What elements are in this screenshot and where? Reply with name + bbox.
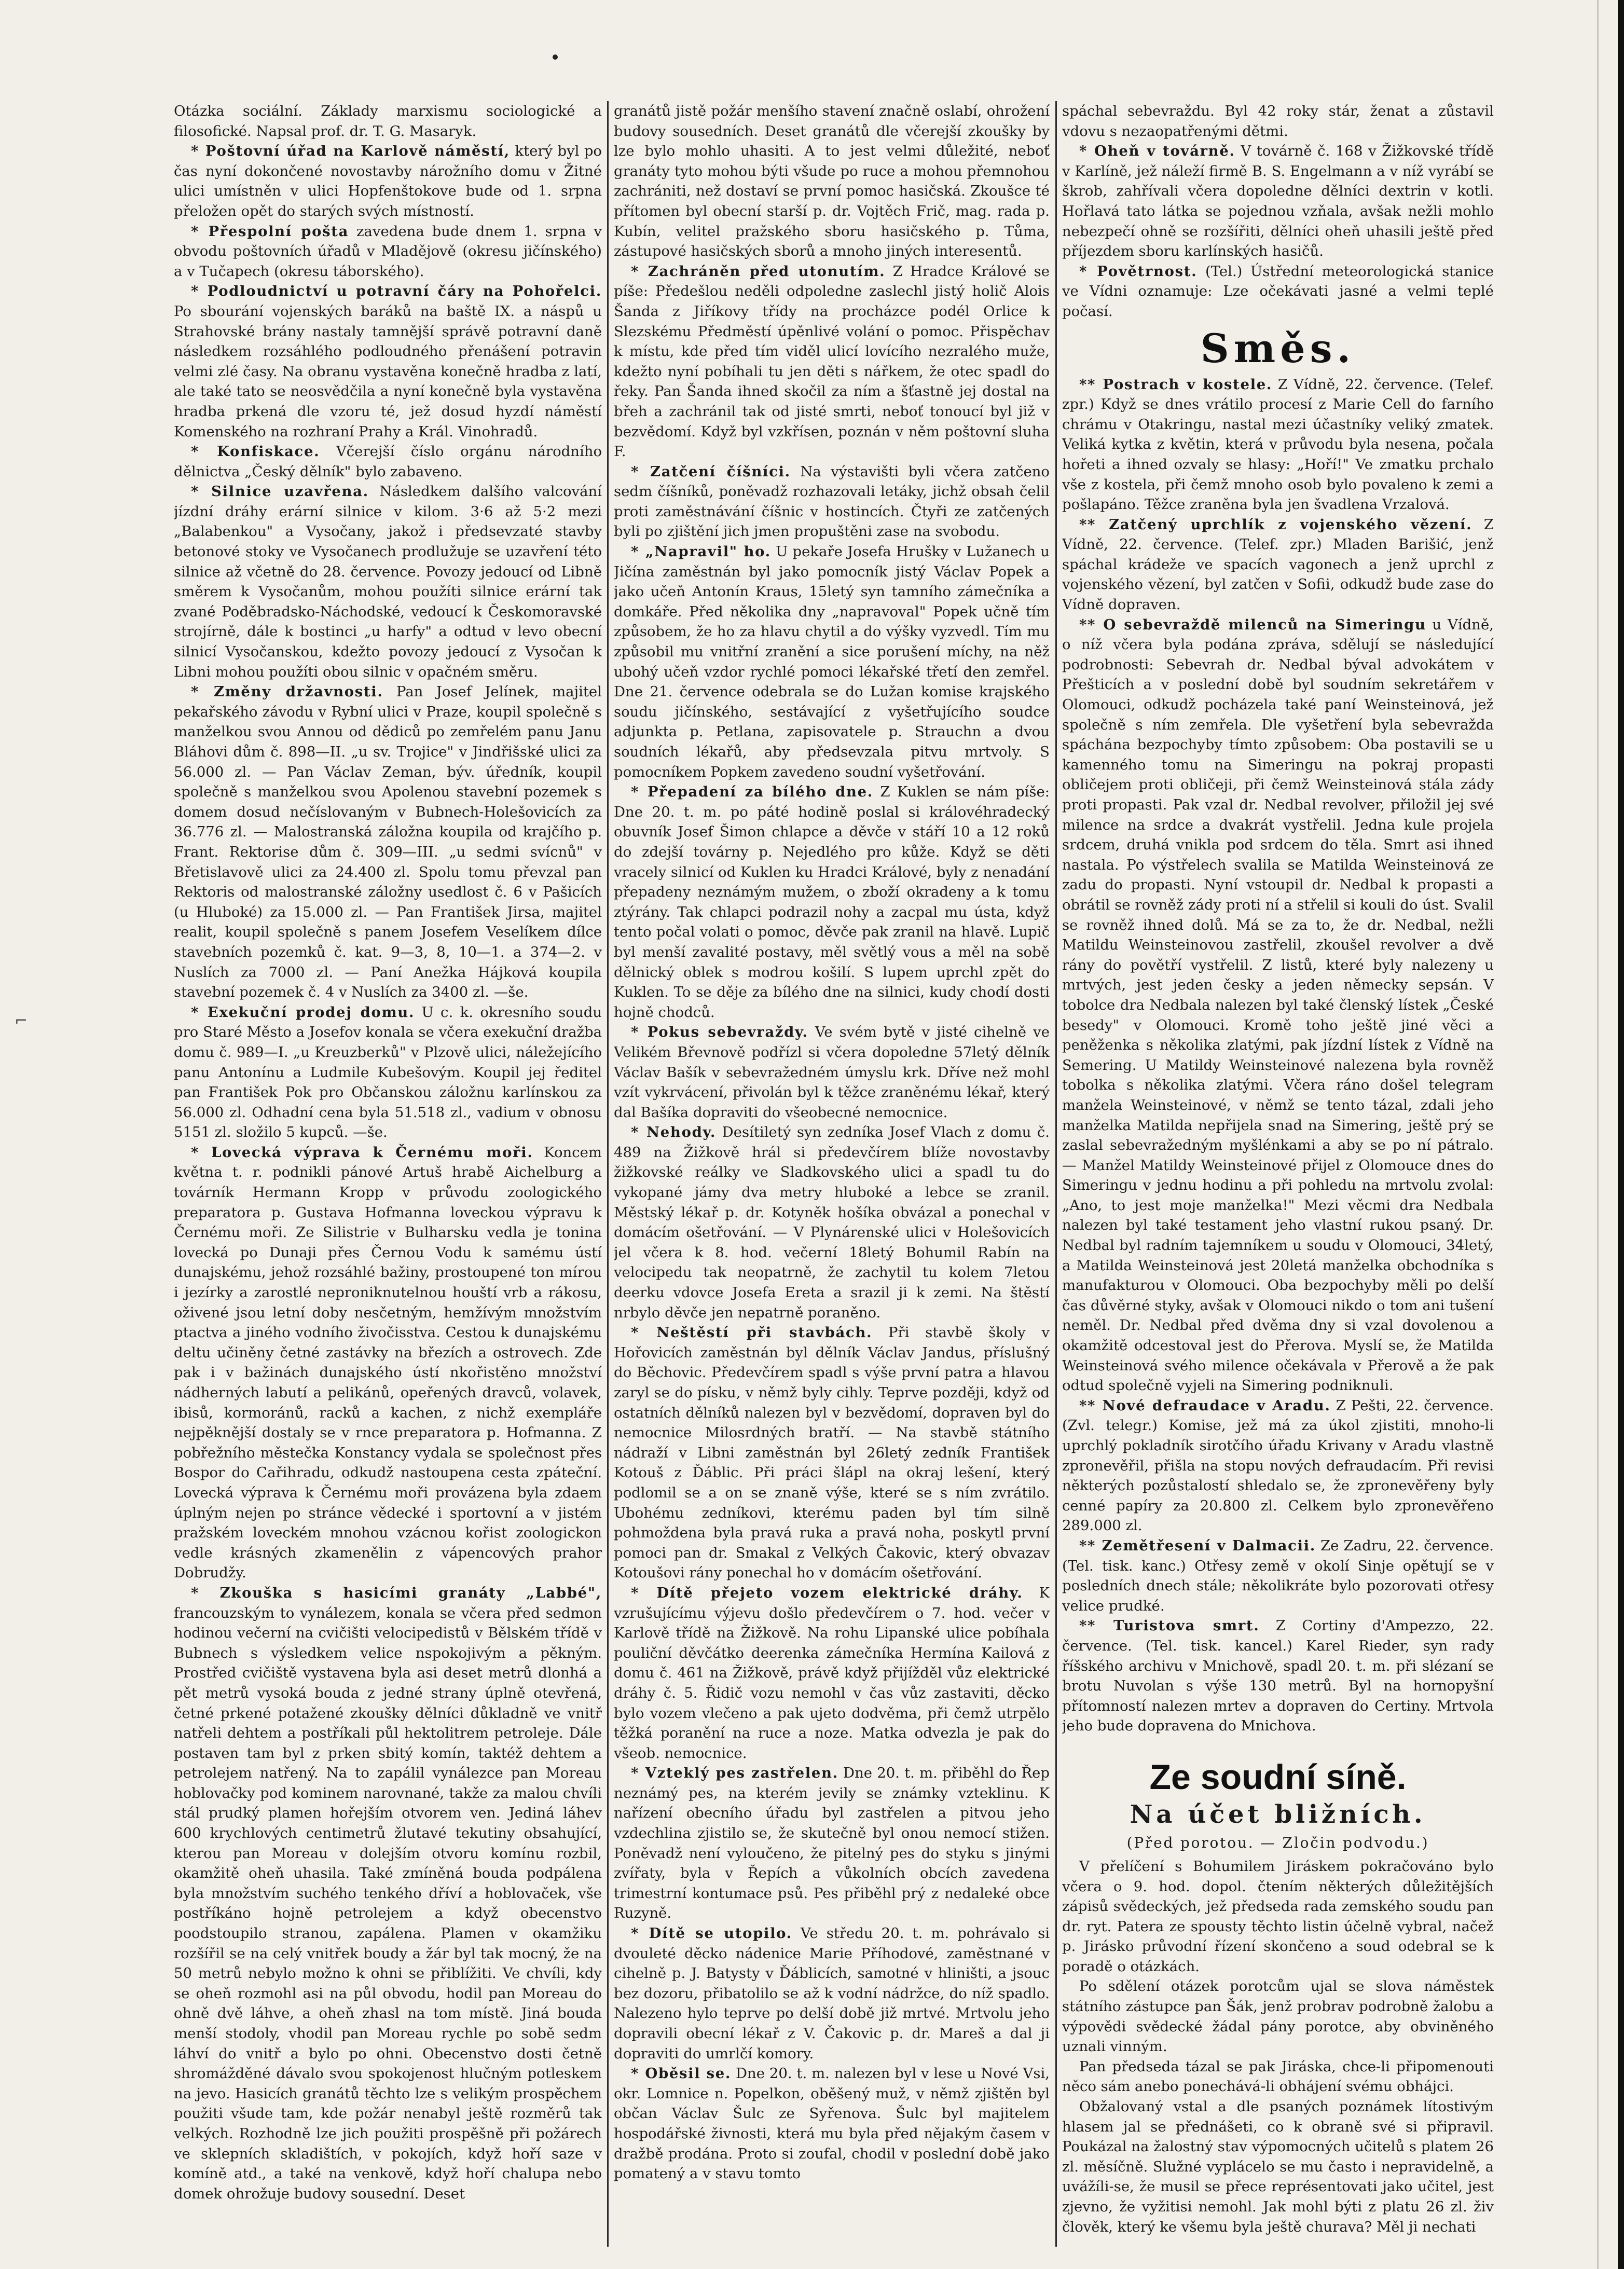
article-paragraph	[614, 1022, 1050, 1122]
article-paragraph	[614, 1122, 1050, 1323]
page-edge-line	[1597, 0, 1599, 2269]
margin-mark: ⌐	[15, 1012, 28, 1030]
article-text: Včerejší číslo orgánu národního dělnictva „Český dělník" bylo zabaveno.	[174, 443, 602, 480]
article-text: U c. k. okresního soudu pro Staré Město a Josefov konala se včera exekuční dražba domu č. 989—I. „u Kreuzberků" v Plzově ulici, náležejícího panu Antonínu a Ludmile Kubešovým. Koupil jej ředitel pan František Pok pro Občanskou záložnu karlínskou za 56.000 zl. Odhadní cena byla 51.518 zl., vadium v obnosu 5151 zl. složilo 5 kupců. —še.	[174, 1003, 602, 1141]
article-text: U pekaře Josefa Hrušky v Lužanech u Jičína zaměstnán byl jako pomocník jistý Václav Popek a jako učeň Antonín Kraus, 15letý syn tamního zámečníka a domkáře. Před několika dny „napravoval" Popek učně tím způsobem, že ho za hlavu chytil a do výšky vyzvedl. Tím mu způsobil mu vnitřní zranění a sice porušení míchy, na něž ubohý učeň vzdor rychlé pomoci lékařské třetí den zemřel. Dne 21. července odebrala se do Lužan komise krajského soudu jičínského, sestávající z vyšetřujícího soudce adjunkta p. Petlana, zapisovatele p. Strauchn a dvou soudních lékařů, aby předsevzala pitvu mrtvoly. S pomocníkem Popkem zavedeno soudní vyšetřování.	[614, 543, 1050, 780]
court-subtitle: Na účet bližních.	[1130, 1799, 1426, 1829]
article-text: Po sbourání vojenských baráků na baště IX. a náspů u Strahovské brány nastaly tamnější správě potravní daně následkem rozsáhlého podloudného přenášení potravin velmi zlé časy. Na obranu vystavěna konečně hradba z latí, ale také tato se neosvědčila a nyní konečně byla vystavěna hradba prkená dle vzoru té, jež dosud hyzdí náměstí Komenského na rozhraní Prahy a Král. Vinohradů.	[174, 302, 602, 440]
article-paragraph	[174, 682, 602, 1002]
article-headline: * Oběsil se.	[631, 2065, 732, 2082]
article-paragraph	[174, 482, 602, 682]
article-headline: * Exekuční prodej domu.	[191, 1003, 415, 1021]
article-headline: ** O sebevraždě milenců na Simeringu	[1079, 616, 1426, 633]
article-paragraph	[1062, 262, 1494, 322]
article-text: Dne 20. t. m. přiběhl do Řep neznámý pes, na kterém jevily se známky vzteklinu. K nařízení obecního úřadu byl zastřelen a pitvou jeho vzdechlina zjistilo se, že skutečně byl onou nemocí stižen. Poněvadž není vyloučeno, že pitelný pes do styku s jinými zvířaty, byla v Řepích a vůkolních obcích zavedena trimestrní kontumace psů. Pes přiběhl prý z nedaleké obce Ruzyně.	[614, 1765, 1050, 1922]
article-paragraph	[614, 1583, 1050, 1763]
article-headline: * Konfiskace.	[191, 443, 320, 460]
article-text: granátů jistě požár menšího stavení značně oslabí, ohrožení budovy sousedních. Deset granátů dle včerejší zkoušky by lze bylo mohlo uhasiti. A to jest velmi důležité, neboť granáty tyto mohou býti všude po ruce a mohou přemnohou zachrániti, než dostaví se první pomoc hasičská. Zkoušce té přítomen byl obecní starší p. dr. Vojtěch Frič, mag. rada p. Kubín, velitel pražského sboru hasičského p. Tůma, zástupové hasičských sborů a mnoho jiných interesentů.	[614, 103, 1050, 260]
printer-dot	[553, 54, 558, 60]
article-headline: * Pokus sebevraždy.	[631, 1024, 808, 1041]
column-rule-2	[1055, 101, 1057, 2247]
court-subtitle-2: (Před porotou. — Zločin podvodu.)	[1126, 1834, 1429, 1851]
article-headline: * Silnice uzavřena.	[191, 483, 369, 500]
article-headline: * Oheň v továrně.	[1079, 143, 1235, 160]
article-paragraph	[614, 2064, 1050, 2184]
article-text: Obžalovaný vstal a dle psaných poznámek lítostivým hlasem jal se přednášeti, co k obraně své si připravil. Poukázal na žalostný stav výpomocných učitelů s platem 26 zl. měsíčně. Služné vyplácelo se mu často i nepravidelně, a uvážíli-se, že musil se přece représentovati jako učitel, jest zjevno, že vyžitisi nemohl. Jak mohl býti z platu 26 zl. živ člověk, který ke všemu byla ještě churava? Měl ji nechati	[1062, 2098, 1494, 2235]
article-headline: ** Postrach v kostele.	[1079, 376, 1273, 393]
article-headline: * Přespolní pošta	[191, 223, 349, 240]
column-2	[614, 101, 1050, 2247]
article-text: Ve svém bytě v jisté cihelně ve Velikém Břevnově podřízl si včera dopoledne 57letý dělník Václav Bašík v sebevražedném úmyslu krk. Dříve než mohl vzít vykrvácení, přivolán byl k těžce zraněnému lékař, který dal Bašíka dopraviti do všeobecné nemocnice.	[614, 1024, 1050, 1121]
article-paragraph	[1062, 1976, 1494, 2056]
article-text: K vzrušujícímu výjevu došlo předevčírem o 7. hod. večer v Karlově třídě na Žižkově. Na rohu Lipanské ulice pobíhala pouliční děvčátko deerenka zámečníka Hermína Kailová z domu č. 461 na Žižkově, právě když přijížděl vůz elektrické dráhy č. 5. Řidič vozu nemohl v čas vůz zastaviti, děcko bylo vozem vlečeno a pak ujeto dodvěma, při čemž utrpělo těžká poranění na ruce a noze. Matka odvezla je pak do všeob. nemocnice.	[614, 1584, 1050, 1762]
article-headline: * Lovecká výprava k Černému moři.	[191, 1144, 533, 1161]
article-headline: * Dítě přejeto vozem elektrické dráhy.	[631, 1584, 1023, 1601]
article-text: Při stavbě školy v Hořovicích zaměstnán byl dělník Václav Jandus, příslušný do Běchovic. Předevčírem spadl s výše první patra a hlavou zaryl se do písku, v němž byly cihly. Teprve později, když od ostatních dělníků nalezen byl v bezvědomí, dopraven byl do nemocnice Milosrdných bratří. — Na stavbě státního nádraží v Libni zaměstnán byl 26letý zedník František Kotouš z Ďáblic. Při práci šlápl na okraj lešení, který podlomil se a on se znaně výše, které se s ním zvrátilo. Ubohému zedníkovi, kterému paden byl tím silně pohmoždena byla pravá ruka a pravá noha, poskytl první pomoci pan dr. Smakal z Velkých Čakovic, který obvazav Kotoušovi rány ponechal ho v domácím ošetřování.	[614, 1324, 1050, 1582]
article-headline: * Povětrnost.	[1079, 263, 1198, 280]
article-text: Z Pešti, 22. července. (Zvl. telegr.) Komise, jež má za úkol zjistiti, mnoho-li uprchlý pokladník sirotčího úřadu Krivany v Aradu vlastně zpronevěřil, přišla na stopu nových defraudacím. Při revisi některých pozůstalostí shledalo se, že zpronevěřeny byly cenné papíry za 20.800 zl. Celkem bylo zpronevěřeno 289.000 zl.	[1062, 1397, 1494, 1534]
article-paragraph	[1062, 1616, 1494, 1736]
article-text: Následkem dalšího valcování jízdní dráhy erární silnice v kilom. 3·6 až 5·2 mezi „Balabenkou" a Vysočany, jakož i předsevzaté stavby betonové stoky ve Vysočanech prodlužuje se uzavření této silnice až včetně do 28. července. Povozy jedoucí od Libně směrem k Vysočanům, mohou použíti silnice erární tak zvané Poděbradsko-Náchodské, vedoucí k Českomoravské strojírně, dále k bostinci „u harfy" a odtud v levo obecní silnicí Vysočanskou, kdežto povozy jedoucí z Vysočan k Libni mohou použíti obou silnic v opačném směru.	[174, 483, 602, 680]
article-paragraph	[174, 281, 602, 442]
article-paragraph	[174, 222, 602, 282]
column-3-smes	[1062, 375, 1494, 1736]
article-headline: ** Zatčený uprchlík z vojenského vězení.	[1079, 516, 1472, 533]
section-title-court: Ze soudní síně.	[1149, 1757, 1407, 1797]
article-paragraph	[614, 1323, 1050, 1583]
article-text: Z Hradce Králové se píše: Předešlou neděli odpoledne zaslechl jistý holič Alois Šanda z Jiříkovy třídy na procházce podél Orlice k Slezskému Předměstí úpěnlivé volání o pomoc. Přispěchav k místu, kde před tím viděl ulicí lovícího nezralého muže, kdežto nyní pobíhali tu jen děti s nářkem, že otec spadl do řeky. Pan Šanda ihned skočil za ním a šťastně jej dostal na břeh a zachránil tak od jisté smrti, neboť tonoucí byl již v bezvědomí. Když byl vzkřísen, poznán v něm poštovní sluha F.	[614, 263, 1050, 460]
article-paragraph	[1062, 1857, 1494, 1977]
article-headline: ** Nové defraudace v Aradu.	[1079, 1397, 1331, 1414]
article-text: Koncem května t. r. podnikli pánové Artuš hrabě Aichelburg a továrník Hermann Kropp v průvodu zoologického preparatora p. Gustava Hofmanna loveckou výpravu k Černému moři. Ze Silistrie v Bulharsku vedla je tonina lovecká po Dunaji přes Černou Vodu k samému ústí dunajskému, jehož rozsáhlé bažiny, prostoupené ton mírou i jezírky a zarostlé neproniknutelnou houští vrb a rákosu, oživené jsou letní doby nesčetným, hemžívým množstvím ptactva a jiného vodního živočisstva. Cestou k dunajskému deltu učiněny četné zastávky na březích a ostrovech. Zde pak i v bažinách dunajského ústí nkořistěno množství nádherných labutí a pelikánů, opeřených dravců, volavek, ibisů, kormoránů, racků a kachen, z nichž exempláře nejpěknější dostaly se v rnce preparatora p. Hofmanna. Z pobřežního městečka Konstancy vydala se společnost přes Bospor do Cařihradu, odkudž nastoupena cesta zpáteční. Lovecká výprava k Černému moři provázena byla zdaem úplným nejen po stránce vědecké i sportovní a v jistém pražském loveckém mnohou vzácnou kořist zoologickon vedle krásných zkamenělin z vápencových prahor Dobrudžy.	[174, 1144, 602, 1582]
article-paragraph	[1062, 515, 1494, 615]
article-text: (Tel.) Ústřední meteorologická stanice ve Vídni oznamuje: Lze očekávati jasné a velmi teplé počasí.	[1062, 263, 1494, 320]
column-rule-1	[607, 101, 609, 2247]
article-paragraph	[614, 101, 1050, 262]
scan-edge-bar	[1618, 0, 1624, 2269]
article-text: Ve středu 20. t. m. pohrávalo si dvouleté děcko nádenice Marie Příhodové, zaměstnané v cihelně p. J. Batysty v Ďáblicích, samotné v hliništi, a jsouc bez dozoru, přibatolilo se až k vodní nádržce, do níž spadlo. Nalezeno hylo teprve po delší době již mrtvé. Mrtvolu jeho dopravili obecní lékař z V. Čakovic p. dr. Mareš a dal ji dopraviti do umrlčí komory.	[614, 1925, 1050, 2062]
article-paragraph	[1062, 615, 1494, 1396]
article-paragraph	[174, 1583, 602, 2204]
article-paragraph	[614, 462, 1050, 542]
article-text: Na výstavišti byli včera zatčeno sedm číšníků, poněvadž rozhazovali letáky, jichž obsah čelil proti zaměstnávání číšnic v hostincích. Čtyři ze zatčených byli po zjištění jich jmen propuštěni zase na svobodu.	[614, 463, 1050, 540]
article-paragraph	[614, 782, 1050, 1022]
article-text: V přelíčení s Bohumilem Jiráskem pokračováno bylo včera o 9. hod. dopol. čtením některých důležitějších zápisů svědeckých, jež předseda rada zemského soudu pan dr. ryt. Patera ze spousty těchto listin účelně vybral, načež p. Jirásko průvodní řízení skončeno a soud odebral se k poradě o otázkách.	[1062, 1858, 1494, 1975]
article-headline: * Zkouška s hasicími granáty „Labbé",	[191, 1584, 602, 1601]
article-paragraph	[614, 1763, 1050, 1923]
section-title-smes: Směs.	[1200, 325, 1356, 372]
article-paragraph	[614, 1923, 1050, 2064]
article-headline: * Neštěstí při stavbách.	[631, 1324, 873, 1341]
article-paragraph	[614, 262, 1050, 462]
article-headline: * Poštovní úřad na Karlově náměstí,	[191, 143, 510, 160]
article-text: Pan Josef Jelínek, majitel pekařského závodu v Rybní ulici v Praze, koupil společně s manželkou svou Annou od dědiců po zemřelém panu Janu Bláhovi dům č. 898—II. „u sv. Trojice" v Jindřišské ulici za 56.000 zl. — Pan Václav Zeman, býv. úředník, koupil společně s manželkou svou Apolenou stavební pozemek s domem dosud nečíslovaným v Bubnech-Holešovicích za 36.776 zl. — Malostranská záložna koupila od krajčího p. Frant. Rektorise dům č. 309—III. „u sedmi svícnů" v Břetislavově ulici za 24.400 zl. Spolu tomu převzal pan Rektoris od malostranské záložny usedlost č. 6 v Pašicích (u Hluboké) za 15.000 zl. — Pan František Jirsa, majitel realit, koupil společně s panem Josefem Veselíkem dílce stavebních pozemků č. kat. 9—3, 8, 10—1. a 374—2. v Nuslích za 7000 zl. — Paní Anežka Hájková koupila stavební pozemek č. 4 v Nuslích za 3400 zl. —še.	[174, 683, 602, 1001]
article-paragraph	[1062, 1536, 1494, 1616]
article-text: zavedena bude dnem 1. srpna v obvodu poštovních úřadů v Mladějově (okresu jičínského) a v Tučapech (okresu táborského).	[174, 223, 602, 280]
article-headline: * Přepadení za bílého dne.	[631, 783, 873, 801]
article-text: spáchal sebevraždu. Byl 42 roky stár, ženat a zůstavil vdovu s nezaopatřenými dětmi.	[1062, 103, 1494, 140]
article-paragraph	[174, 442, 602, 482]
article-text: který byl po čas nyní dokončené novostavby nárožního domu v Žitné ulici umístněn v ulici Hopfenštokove bude od 1. srpna přeložen opět do starých svých místností.	[174, 143, 602, 219]
article-headline: * Vzteklý pes zastřelen.	[631, 1765, 838, 1782]
article-paragraph	[1062, 375, 1494, 515]
article-paragraph	[174, 141, 602, 221]
article-paragraph	[1062, 2097, 1494, 2237]
article-headline: * Dítě se utopilo.	[631, 1925, 792, 1942]
article-text: Ze Zadru, 22. července. (Tel. tisk. kanc.) Otřesy země v okolí Sinje opětují se v posledních dnech stále; několikráte bylo pozorovati otřesy velice prudké.	[1062, 1537, 1494, 1614]
article-text: francouzským to vynálezem, konala se včera před sedmon hodinou večerní na cvičišti velocipedistů v Bělském třídě v Bubnech s výsledkem velice nspokojivým a pěkným. Prostřed cvičiště vystavena byla asi deset metrů dlonhá a pět metrů vysoká bouda z jedné strany úplně otevřená, četné prkené potažené zkoušky dělníci důkladně ve vnitř natřeli dehtem a postříkali půl hektolitrem petroleje. Dále postaven tam byl z prken sbitý komín, taktéž dehtem a petrolejem natřený. Na to zapálil vynálezce pan Moreau hoblovačky pod kominem narovnané, takže za malou chvíli stál prudký plamen hořejším otvorem ven. Jediná láhev 600 krychlových centimetrů žlutavé tekutiny obsahující, kterou pan Moreau v dolejším otvoru komínu rozbil, okamžitě oheň uhasila. Také zmíněná bouda podpálena byla množstvím suchého tenkého dříví a hoblovaček, vše postříkáno hojně petrolejem a když obecenstvo poodstoupilo stranou, zapálena. Plamen v okamžiku rozšířil se na celý vnitřek boudy a žár byl tak mocný, že na 50 metrů nebylo možno k ohni se přiblížiti. Ve chvíli, kdy se oheň rozmohl asi na půl obvodu, hodil pan Moreau do ohně dvě láhve, a oheň zhasl na tom místě. Jiná bouda menší stodoly, vhodil pan Moreau rychle po sobě sedm láhví do vnitř a bylo po ohni. Obecenstvo dosti četně shromážděné dávalo svou spokojenost hlučným potleskem na jevo. Hasicích granátů těchto lze s velikým prospěchem použiti všude tam, kde požár nenabyl ještě rozměrů tak velkých. Rozhodně lze jich použiti prospěšně při požárech ve sklepních skladištích, v pokojích, když hoří saze v komíně atd., a také na venkově, když hoří chalupa nebo domek ohrožuje budovy sousední. Deset	[174, 1604, 602, 2202]
article-headline: ** Turistova smrt.	[1079, 1617, 1260, 1634]
article-headline: * Zatčení číšníci.	[631, 463, 791, 480]
article-headline: * Zachráněn před utonutím.	[631, 263, 886, 280]
article-paragraph	[174, 101, 602, 141]
article-paragraph	[614, 542, 1050, 782]
article-text: Pan předseda tázal se pak Jiráska, chce-li připomenouti něco sám anebo ponechává-li obhájení svému obhájci.	[1062, 2058, 1494, 2095]
article-text: Otázka sociální. Základy marxismu sociologické a filosofické. Napsal prof. dr. T. G. Masaryk.	[174, 103, 602, 140]
article-text: Dne 20. t. m. nalezen byl v lese u Nové Vsi, okr. Lomnice n. Popelkon, oběšený muž, v němž zjištěn byl občan Václav Šulc ze Syřenova. Šulc byl majitelem hospodářské živnosti, která mu byla před nějakým časem v dražbě prodána. Proto si zoufal, chodil v poslední době jako pomatený a v stavu tomto	[614, 2065, 1050, 2182]
column-3	[1062, 101, 1494, 2247]
column-3-news	[1062, 101, 1494, 322]
article-headline: * Změny državnosti.	[191, 683, 383, 700]
article-paragraph	[174, 1002, 602, 1143]
article-text: V továrně č. 168 v Žižkovské třídě v Karlíně, jež náleží firmě B. S. Engelmann a v níž vyrábí se škrob, zahřívali včera dopoledne dělníci dextrin v kotli. Hořlavá tato látka se pojednou vzňala, avšak nežli mohlo nebezpečí ohně se rozšířiti, dělníci oheň uhasili ještě před příjezdem sboru karlínských hasičů.	[1062, 143, 1494, 260]
article-text: Z Vídně, 22. července. (Telef. zpr.) Když se dnes vrátilo procesí z Marie Cell do farního chrámu v Otakringu, nastal mezi účastníky veliký zmatek. Veliká kytka z květin, která v průvodu byla nesena, počala hořeti a ihned ozvaly se hlasy: „Hoří!" Ve zmatku prchalo vše z kostela, při čemž mnoho osob bylo povaleno k zemi a pošlapáno. Těžce zraněna byla jen švadlena Vrzalová.	[1062, 376, 1494, 513]
article-paragraph	[1062, 141, 1494, 262]
article-text: u Vídně, o níž včera byla podána zpráva, sdělují se následující podrobnosti: Sebevrah dr. Nedbal býval advokátem v Přešticích a v poslední době byl soudním sekretářem v Olomouci, odkudž pocházela také paní Weinsteinová, jež společně s ním zemřela. Dle vyšetření byla sebevražda spáchána bezpochyby tímto způsobem: Oba postavili se u kamenného tomu na Simeringu na pokraj propasti obličejem proti obličeji, při čemž Weinsteinová stála zády proti propasti. Pak vzal dr. Nedbal revolver, přiložil jej své milence na srdce a dvakrát vystřelil. Jedna kule projela srdcem, druhá vnikla pod srdcem do těla. Smrt asi ihned nastala. Po výstřelech svalila se Matilda Weinsteinová ze zadu do propasti. Nyní vstoupil dr. Nedbal k propasti a obrátil se rovněž zády proti ní a střelil si kouli do úst. Svalil se rovněž ihned dolů. Má se za to, že dr. Nedbal, nežli Matildu Weinsteinovou zastřelil, zkoušel revolver a dvě rány do povětří vystřelil. Z listů, které byly nalezeny u mrtvých, jest jeden česky a jeden německy sepsán. V tobolce dra Nedbala nalezen byl také členský lístek „České besedy" v Olomouci. Kromě toho ještě jiné věci a peněženka s několika zlatými, pak jízdní lístek z Vídně na Semering. U Matildy Weinsteinové nalezena byla rovněž tobolka s několika zlatými. Včera ráno došel telegram manžela Weinsteinové, v němž se tento tázal, zdali jeho manželka Matilda nepřijela snad na Simering, ještě prý se zaslal sebevražedným myšlénkami a aby se po ní pátralo. — Manžel Matildy Weinsteinové přijel z Olomouce dnes do Simeringu v jednu hodinu a při pohledu na mrtvolu zvolal: „Ano, to jest moje manželka!" Mezi věcmi dra Nedbala nalezen byl také testament jeho vlastní rukou psaný. Dr. Nedbal byl radním tajemníkem u soudu v Olomouci, 34letý, a Matilda Weinsteinová jest 20letá manželka obchodníka s manufakturou v Olomouci. Oba bezpochyby měli po delší čas důvěrné styky, avšak v Olomouci nikdo o tom ani tušení neměl. Dr. Nedbal před dvěma dny si vzal dovolenou a okamžitě odcestoval jest do Přerova. Myslí se, že Matilda Weinsteinová svého milence očekávala v Přerově a že pak odtud společně vyjeli na Simering podniknuli.	[1062, 616, 1494, 1394]
article-headline: * Podloudnictví u potravní čáry na Pohořelci.	[191, 283, 602, 300]
article-text: Z Kuklen se nám píše: Dne 20. t. m. po páté hodině poslal si královéhradecký obuvník Josef Šimon chlapce a děvče v stáří 10 a 12 roků do zdejší továrny p. Nejedlého pro kůže. Když se děti vracely silnicí od Kuklen ku Hradci Králové, byly z nenadání přepadeny neznámým mužem, o zboží okradeny a k tomu ztýrány. Tak chlapci podrazil nohy a zacpal mu ústa, když tento počal volati o pomoc, děvče pak zranil na hlavě. Lupič byl menší zavalité postavy, měl světlý vous a měl na sobě dělnický oblek s modrou košilí. S lupem uprchl zpět do Kuklen. To se děje za bílého dne na silnici, kudy chodí dosti hojně chodců.	[614, 783, 1050, 1021]
article-text: Po sdělení otázek porotcům ujal se slova náměstek státního zástupce pan Šák, jenž probrav podrobně žalobu a výpovědi svědecké žádal pány porotce, aby obviněného uznali vinným.	[1062, 1978, 1494, 2055]
article-headline: * „Napravil" ho.	[631, 543, 771, 560]
column-3-court	[1062, 1857, 1494, 2237]
article-text: Z Vídně, 22. července. (Telef. zpr.) Mladen Barišić, jenž spáchal krádeže ve spacích vagonech a jenž uprchl z vojenského vězení, byl zatčen v Sofii, odkudž bude zase do Vídně dopraven.	[1062, 516, 1494, 613]
article-paragraph	[1062, 2057, 1494, 2097]
article-headline: ** Zemětřesení v Dalmacii.	[1079, 1537, 1316, 1554]
article-paragraph	[1062, 101, 1494, 141]
column-1	[174, 101, 602, 2247]
article-paragraph	[174, 1143, 602, 1583]
article-text: Z Cortiny d'Ampezzo, 22. července. (Tel. tisk. kancel.) Karel Rieder, syn rady říšského archivu v Mnichově, spadl 20. t. m. při slézaní se brotu Nuvolan s výše 130 metrů. Byl na hornopyšní přítomností nalezen mrtev a dopraven do Certiny. Mrtvola jeho bude dopravena do Mnichova.	[1062, 1617, 1494, 1735]
article-headline: * Nehody.	[631, 1124, 717, 1141]
article-paragraph	[1062, 1396, 1494, 1536]
article-text: Desítiletý syn zedníka Josef Vlach z domu č. 489 na Žižkově hrál si předevčírem blíže novostavby žižkovské reálky ve Sladkovského ulici a spadl tu do vykopané jámy dva metry hluboké a lebce se zranil. Městský lékař p. dr. Kotyněk hošíka obvázal a ponechal v domácím ošetřování. — V Plynárenské ulici v Holešovicích jel včera k 8. hod. večerní 18letý Bohumil Rabín na velocipedu tak neopatrně, že zachytil tu kolem 7letou deerku vdovce Josefa Ereta a srazil ji k zemi. Na štěstí nrbylo děvče jen nepatrně poraněno.	[614, 1124, 1050, 1321]
